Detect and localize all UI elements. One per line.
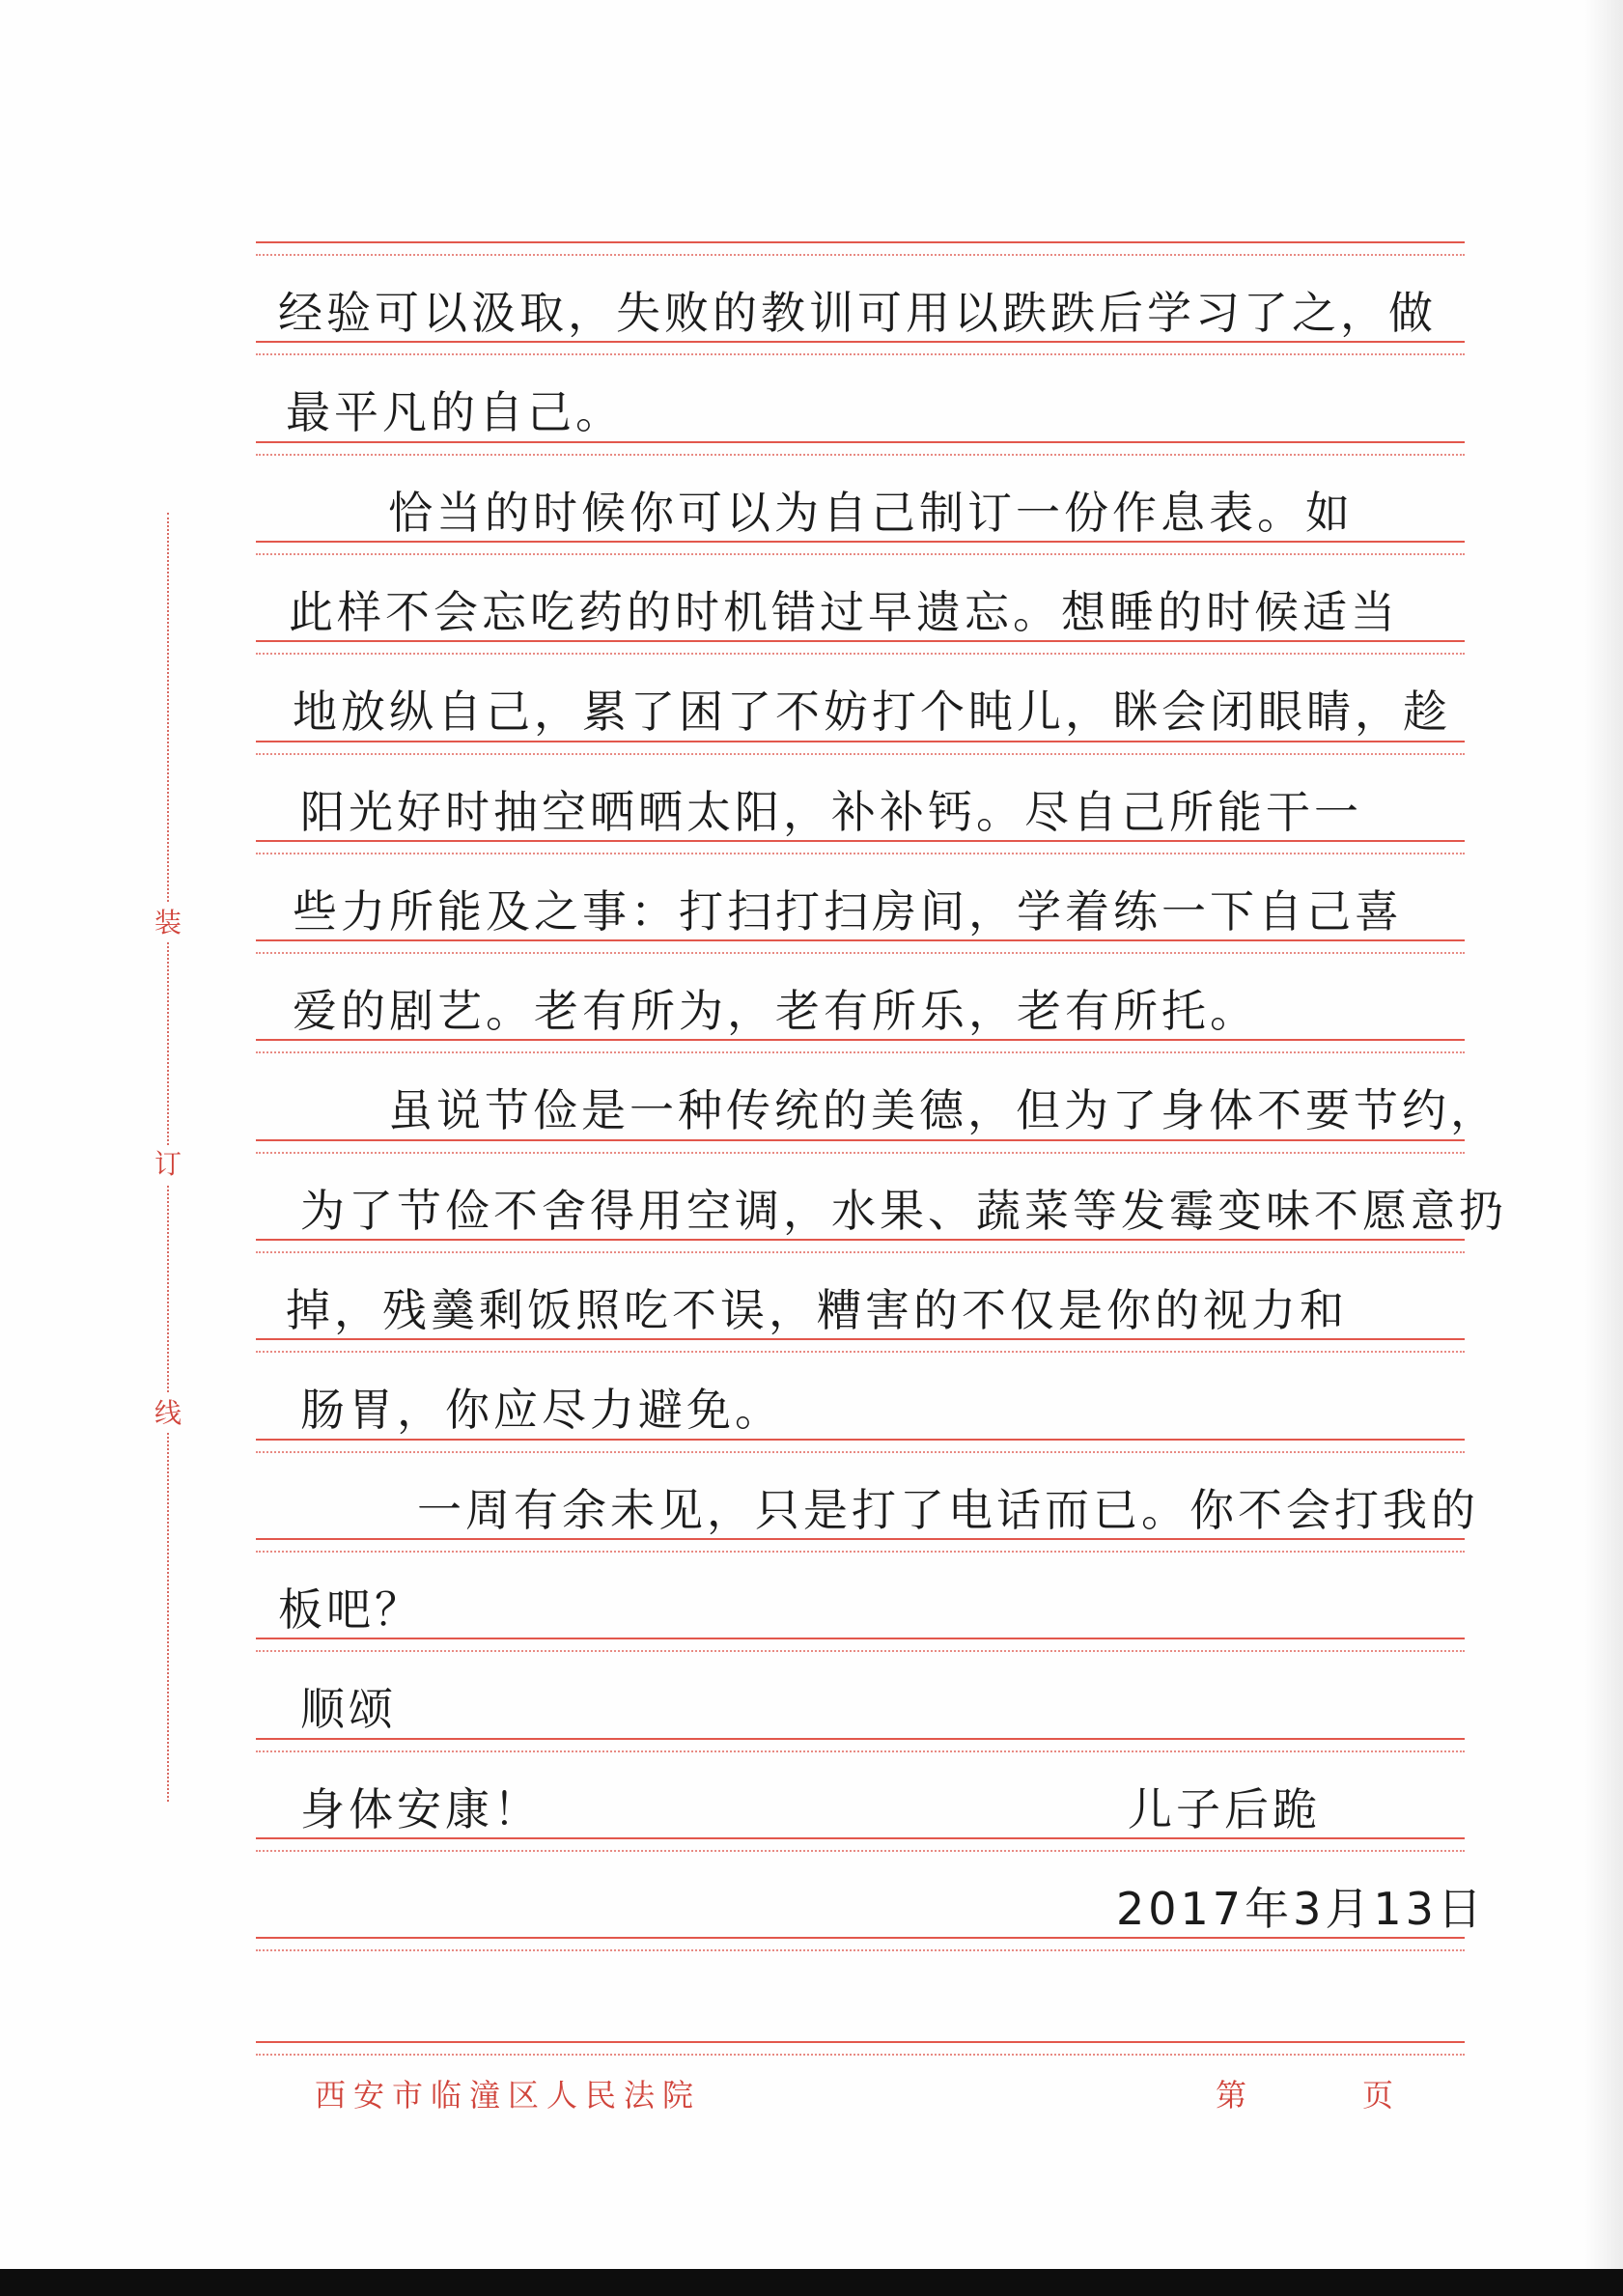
- letter-line: 地放纵自己，累了困了不妨打个盹儿，眯会闭眼睛，趁: [293, 686, 1451, 738]
- ruled-line: [256, 1837, 1465, 1839]
- ruled-line-dotted: [256, 1451, 1465, 1453]
- ruled-line: [256, 1937, 1465, 1939]
- ruled-line-dotted: [256, 1251, 1465, 1253]
- binding-label-zhuang: 装: [151, 904, 185, 942]
- ruled-line: [256, 1239, 1465, 1241]
- ruled-line: [256, 939, 1465, 941]
- ruled-line-dotted: [256, 1949, 1465, 1951]
- ruled-line-dotted: [256, 353, 1465, 355]
- letter-line: 为了节俭不舍得用空调，水果、蔬菜等发霉变味不愿意扔: [300, 1185, 1507, 1237]
- letter-line: 恰当的时候你可以为自己制订一份作息表。如: [388, 487, 1354, 539]
- ruled-line: [256, 1538, 1465, 1540]
- ruled-line: [256, 2041, 1465, 2043]
- scan-edge: [0, 2269, 1623, 2296]
- letter-line: 阳光好时抽空晒晒太阳，补补钙。尽自己所能干一: [300, 786, 1362, 838]
- ruled-line-dotted: [256, 254, 1465, 256]
- ruled-line: [256, 341, 1465, 343]
- binding-label-xian: 线: [151, 1394, 185, 1433]
- ruled-line-dotted: [256, 1650, 1465, 1652]
- closing-salutation: 顺颂: [300, 1683, 397, 1735]
- ruled-line-dotted: [256, 1551, 1465, 1553]
- letter-line: 最平凡的自己。: [286, 386, 624, 438]
- ruled-line: [256, 241, 1465, 243]
- ruled-line-dotted: [256, 1351, 1465, 1353]
- ruled-line: [256, 1439, 1465, 1441]
- ruled-line-dotted: [256, 853, 1465, 854]
- ruled-line-dotted: [256, 1051, 1465, 1053]
- letter-line: 一周有余未见，只是打了电话而已。你不会打我的: [417, 1484, 1479, 1536]
- ruled-line-dotted: [256, 454, 1465, 456]
- letter-line: 掉，残羹剩饭照吃不误，糟害的不仅是你的视力和: [286, 1284, 1348, 1336]
- letter-line: 虽说节俭是一种传统的美德，但为了身体不要节约，: [388, 1084, 1498, 1136]
- ruled-line: [256, 1039, 1465, 1041]
- letter-line: 板吧？: [278, 1583, 423, 1636]
- ruled-line-dotted: [256, 2054, 1465, 2056]
- scan-shadow: [1584, 0, 1623, 2269]
- ruled-line: [256, 640, 1465, 642]
- ruled-line-dotted: [256, 653, 1465, 655]
- closing-wish: 身体安康！: [300, 1783, 542, 1835]
- ruled-line-dotted: [256, 1850, 1465, 1852]
- ruled-line-dotted: [256, 753, 1465, 755]
- letter-line: 此样不会忘吃药的时机错过早遗忘。想睡的时候适当: [289, 586, 1399, 638]
- page-label-di: 第: [1216, 2077, 1247, 2114]
- letter-line: 肠胃，你应尽力避免。: [300, 1384, 783, 1436]
- ruled-line: [256, 1139, 1465, 1141]
- letter-line: 些力所能及之事：打扫打扫房间，学着练一下自己喜: [293, 885, 1403, 938]
- court-name: 西安市临潼区人民法院: [315, 2077, 702, 2114]
- letter-line: 爱的剧艺。老有所为，老有所乐，老有所托。: [293, 985, 1258, 1037]
- ruled-line-dotted: [256, 952, 1465, 954]
- ruled-line: [256, 1638, 1465, 1639]
- ruled-line: [256, 441, 1465, 443]
- ruled-line-dotted: [256, 1750, 1465, 1752]
- letter-date: 2017年3月13日: [1116, 1883, 1486, 1935]
- ruled-line-dotted: [256, 1152, 1465, 1154]
- ruled-line: [256, 541, 1465, 543]
- signature: 儿子后跪: [1128, 1783, 1321, 1835]
- letter-line: 经验可以汲取，失败的教训可用以跌跌后学习了之，做: [278, 287, 1437, 339]
- ruled-line: [256, 840, 1465, 842]
- ruled-line: [256, 1738, 1465, 1740]
- ruled-line: [256, 1338, 1465, 1340]
- page-label-ye: 页: [1362, 2077, 1394, 2114]
- binding-label-ding: 订: [151, 1145, 185, 1184]
- ruled-line-dotted: [256, 553, 1465, 555]
- ruled-line: [256, 741, 1465, 742]
